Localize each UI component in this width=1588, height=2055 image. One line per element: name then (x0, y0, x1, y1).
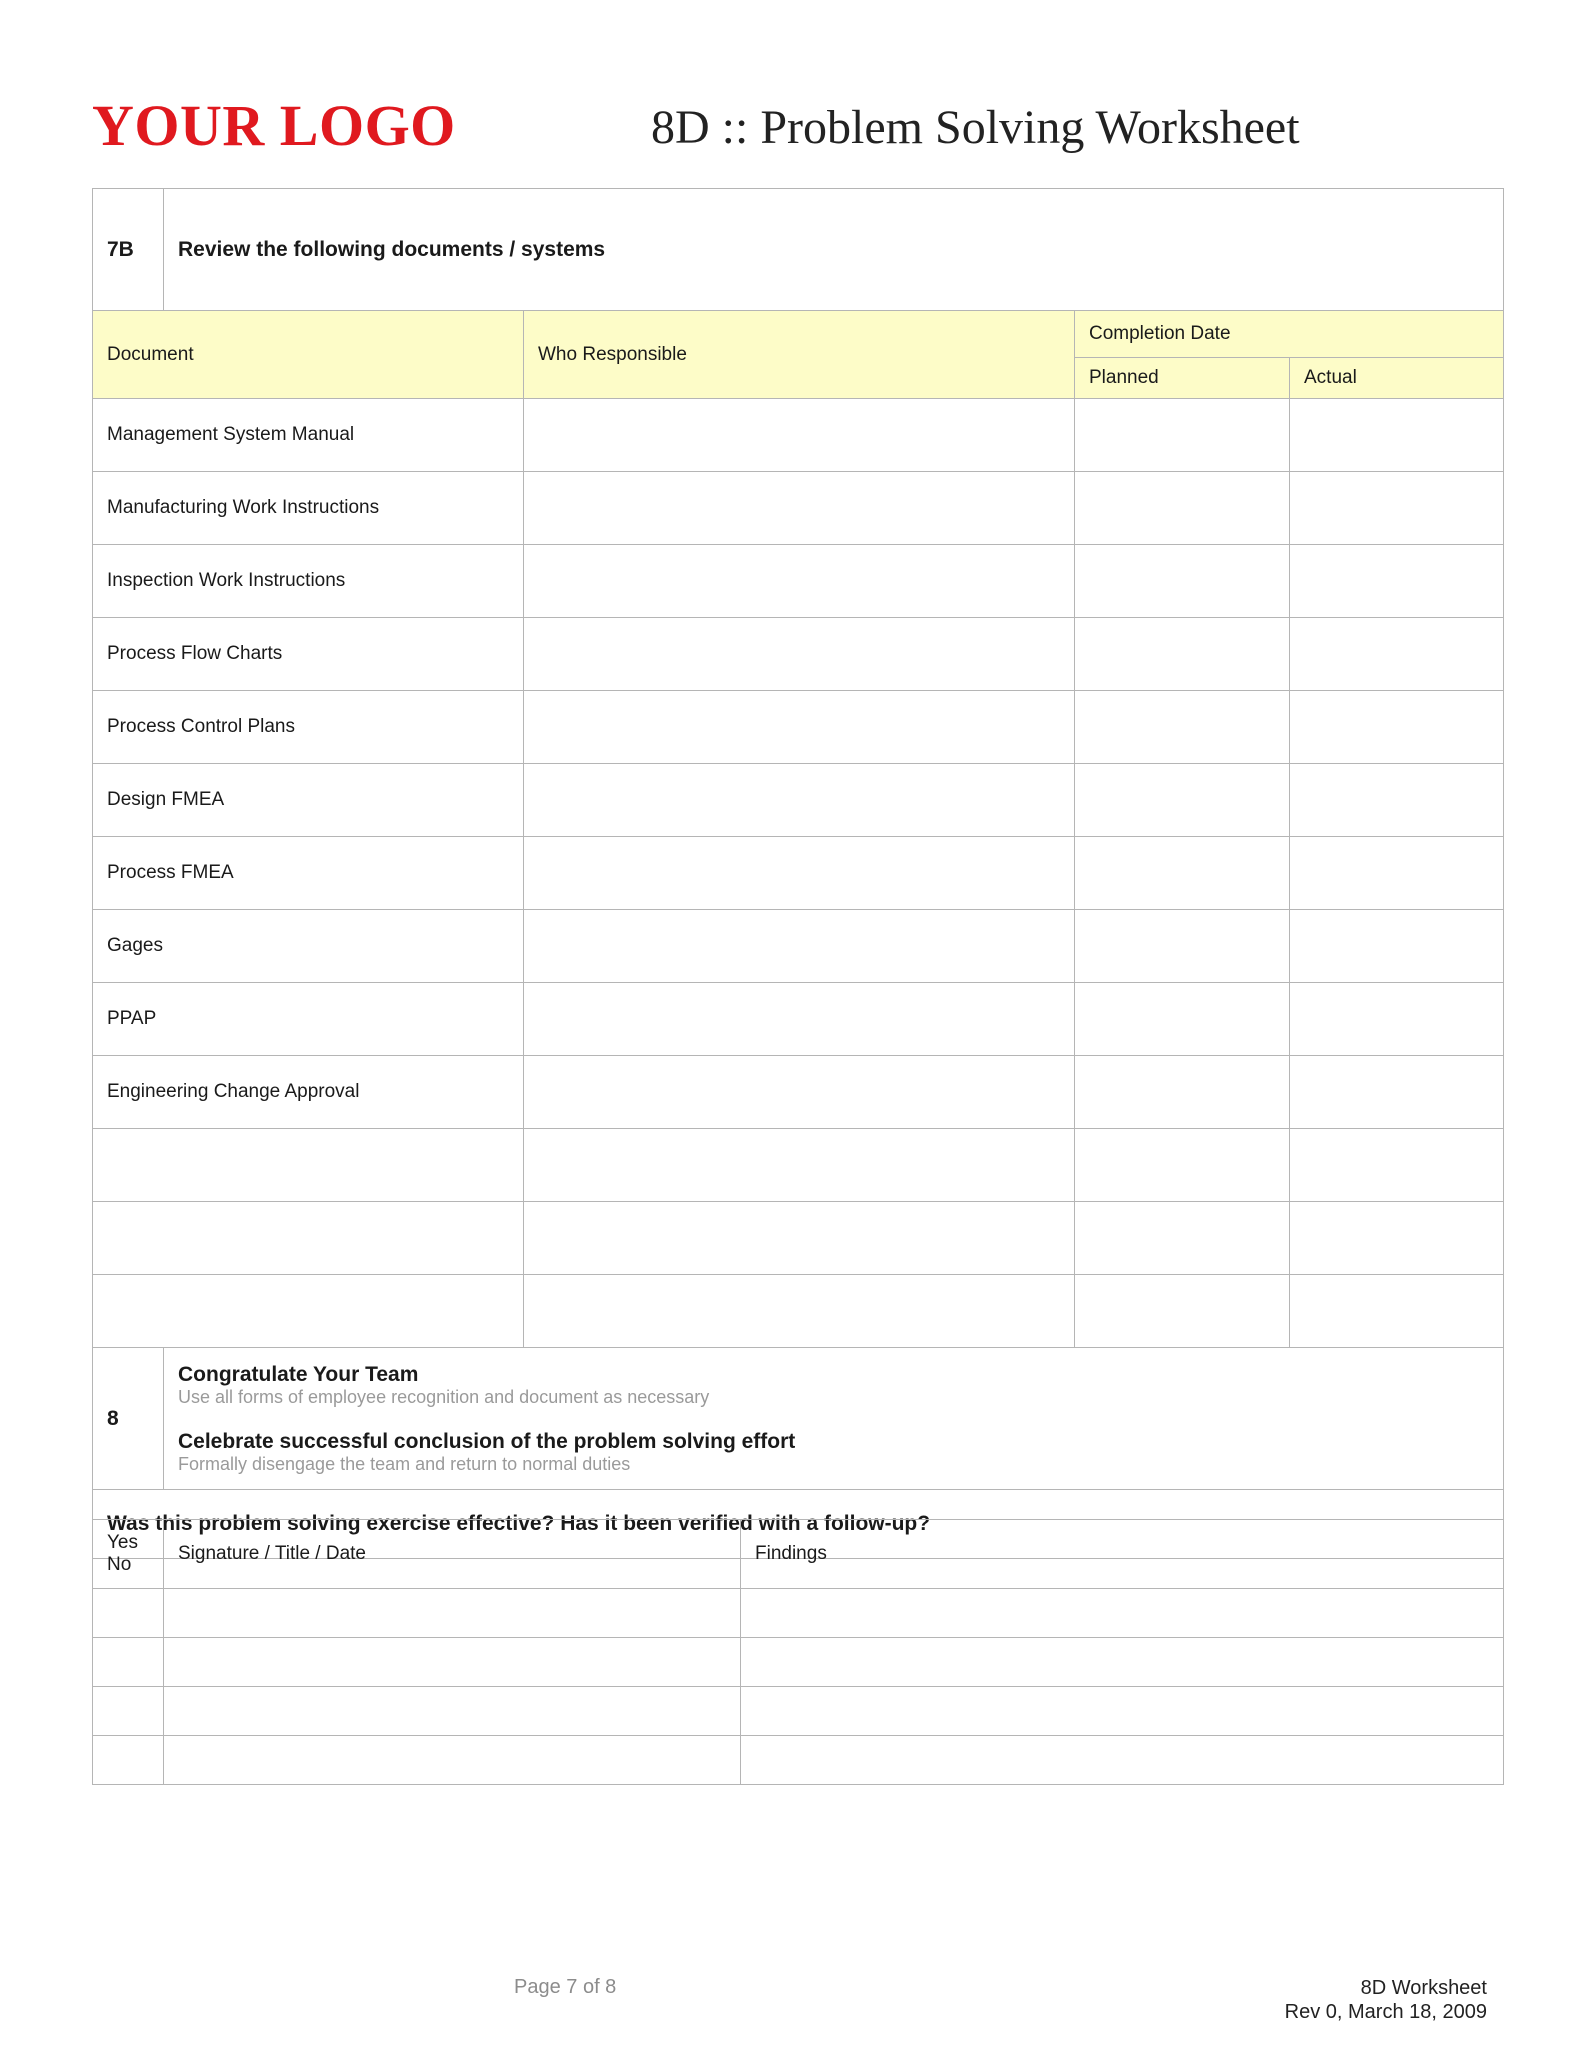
actual-date-cell[interactable] (1290, 691, 1504, 764)
table-row (93, 1275, 1504, 1348)
yes-no-cell[interactable] (93, 1736, 164, 1785)
actual-date-cell[interactable] (1290, 764, 1504, 837)
page-number: Page 7 of 8 (514, 1976, 617, 1998)
planned-date-cell[interactable] (1075, 910, 1290, 983)
who-responsible-cell[interactable] (524, 545, 1075, 618)
table-row (93, 691, 1504, 764)
actual-column-header: Actual (1290, 358, 1504, 399)
actual-date-cell[interactable] (1290, 910, 1504, 983)
table-row (93, 399, 1504, 472)
section-8-content (164, 1348, 1504, 1490)
company-logo: YOUR LOGO (92, 93, 456, 158)
who-responsible-cell[interactable] (524, 837, 1075, 910)
signature-cell[interactable] (164, 1687, 741, 1736)
document-name: Process Flow Charts (93, 618, 524, 691)
who-responsible-cell[interactable] (524, 1275, 1075, 1348)
document-name: PPAP (93, 983, 524, 1056)
planned-date-cell[interactable] (1075, 764, 1290, 837)
actual-date-cell[interactable] (1290, 1129, 1504, 1202)
table-row (93, 545, 1504, 618)
page-title: 8D :: Problem Solving Worksheet (651, 101, 1300, 154)
document-name: Engineering Change Approval (93, 1056, 524, 1129)
who-responsible-cell[interactable] (524, 983, 1075, 1056)
findings-cell[interactable] (741, 1736, 1504, 1785)
planned-date-cell[interactable] (1075, 618, 1290, 691)
planned-date-cell[interactable] (1075, 1129, 1290, 1202)
table-row (93, 1736, 1504, 1785)
document-name: Manufacturing Work Instructions (93, 472, 524, 545)
actual-date-cell[interactable] (1290, 1275, 1504, 1348)
who-responsible-column-header: Who Responsible (524, 311, 1075, 399)
section-8-heading-2: Celebrate successful conclusion of the problem solving effort (178, 1429, 796, 1453)
column-header-row (93, 311, 1504, 358)
section-7b-header-row (93, 189, 1504, 311)
section-7b-number: 7B (93, 189, 164, 311)
document-name-blank[interactable] (93, 1202, 524, 1275)
document-name-blank[interactable] (93, 1129, 524, 1202)
document-column-header: Document (93, 311, 524, 399)
actual-date-cell[interactable] (1290, 618, 1504, 691)
yes-no-cell[interactable] (93, 1589, 164, 1638)
documents-review-table (92, 188, 1504, 1559)
table-row (93, 472, 1504, 545)
planned-date-cell[interactable] (1075, 1202, 1290, 1275)
table-row (93, 1638, 1504, 1687)
who-responsible-cell[interactable] (524, 472, 1075, 545)
table-row (93, 618, 1504, 691)
planned-column-header: Planned (1075, 358, 1290, 399)
verification-question: Was this problem solving exercise effective? Has it been verified with a follow-up? (93, 1490, 1504, 1559)
who-responsible-cell[interactable] (524, 399, 1075, 472)
section-8-heading-1: Congratulate Your Team (178, 1362, 419, 1386)
document-name: Gages (93, 910, 524, 983)
planned-date-cell[interactable] (1075, 399, 1290, 472)
table-row (93, 1687, 1504, 1736)
actual-date-cell[interactable] (1290, 472, 1504, 545)
actual-date-cell[interactable] (1290, 545, 1504, 618)
findings-cell[interactable] (741, 1589, 1504, 1638)
who-responsible-cell[interactable] (524, 1129, 1075, 1202)
planned-date-cell[interactable] (1075, 837, 1290, 910)
actual-date-cell[interactable] (1290, 1202, 1504, 1275)
section-7b-heading: Review the following documents / systems (164, 189, 1504, 311)
yes-no-cell[interactable] (93, 1638, 164, 1687)
table-row (93, 1589, 1504, 1638)
no-label: No (107, 1554, 132, 1575)
table-row (93, 1129, 1504, 1202)
document-revision-info (1285, 1976, 1487, 2024)
who-responsible-cell[interactable] (524, 910, 1075, 983)
yes-no-header (93, 1520, 164, 1589)
findings-cell[interactable] (741, 1687, 1504, 1736)
who-responsible-cell[interactable] (524, 1202, 1075, 1275)
revision-label: Rev 0, March 18, 2009 (1284, 2001, 1487, 2023)
yes-no-cell[interactable] (93, 1687, 164, 1736)
signature-cell[interactable] (164, 1638, 741, 1687)
planned-date-cell[interactable] (1075, 1056, 1290, 1129)
table-row (93, 764, 1504, 837)
document-name: Inspection Work Instructions (93, 545, 524, 618)
actual-date-cell[interactable] (1290, 1056, 1504, 1129)
signature-cell[interactable] (164, 1736, 741, 1785)
who-responsible-cell[interactable] (524, 1056, 1075, 1129)
document-name-footer: 8D Worksheet (1360, 1977, 1487, 1999)
section-8-row (93, 1348, 1504, 1490)
planned-date-cell[interactable] (1075, 983, 1290, 1056)
section-8-number: 8 (93, 1348, 164, 1490)
table-row (93, 910, 1504, 983)
signature-cell[interactable] (164, 1589, 741, 1638)
findings-cell[interactable] (741, 1638, 1504, 1687)
planned-date-cell[interactable] (1075, 1275, 1290, 1348)
actual-date-cell[interactable] (1290, 837, 1504, 910)
table-row (93, 1056, 1504, 1129)
yes-label: Yes (107, 1532, 138, 1553)
document-name: Process FMEA (93, 837, 524, 910)
planned-date-cell[interactable] (1075, 545, 1290, 618)
planned-date-cell[interactable] (1075, 691, 1290, 764)
findings-column-header: Findings (741, 1520, 1504, 1589)
who-responsible-cell[interactable] (524, 691, 1075, 764)
verification-header-row (93, 1520, 1504, 1589)
planned-date-cell[interactable] (1075, 472, 1290, 545)
table-row (93, 983, 1504, 1056)
signature-column-header: Signature / Title / Date (164, 1520, 741, 1589)
verification-table (92, 1519, 1504, 1785)
completion-date-column-header: Completion Date (1075, 311, 1504, 358)
document-name-blank[interactable] (93, 1275, 524, 1348)
document-name: Design FMEA (93, 764, 524, 837)
section-8-subtext-2: Formally disengage the team and return to normal duties (178, 1453, 631, 1474)
table-row (93, 837, 1504, 910)
table-row (93, 1202, 1504, 1275)
actual-date-cell[interactable] (1290, 399, 1504, 472)
actual-date-cell[interactable] (1290, 983, 1504, 1056)
who-responsible-cell[interactable] (524, 618, 1075, 691)
document-name: Management System Manual (93, 399, 524, 472)
section-8-subtext-1: Use all forms of employee recognition and document as necessary (178, 1386, 710, 1407)
document-name: Process Control Plans (93, 691, 524, 764)
who-responsible-cell[interactable] (524, 764, 1075, 837)
